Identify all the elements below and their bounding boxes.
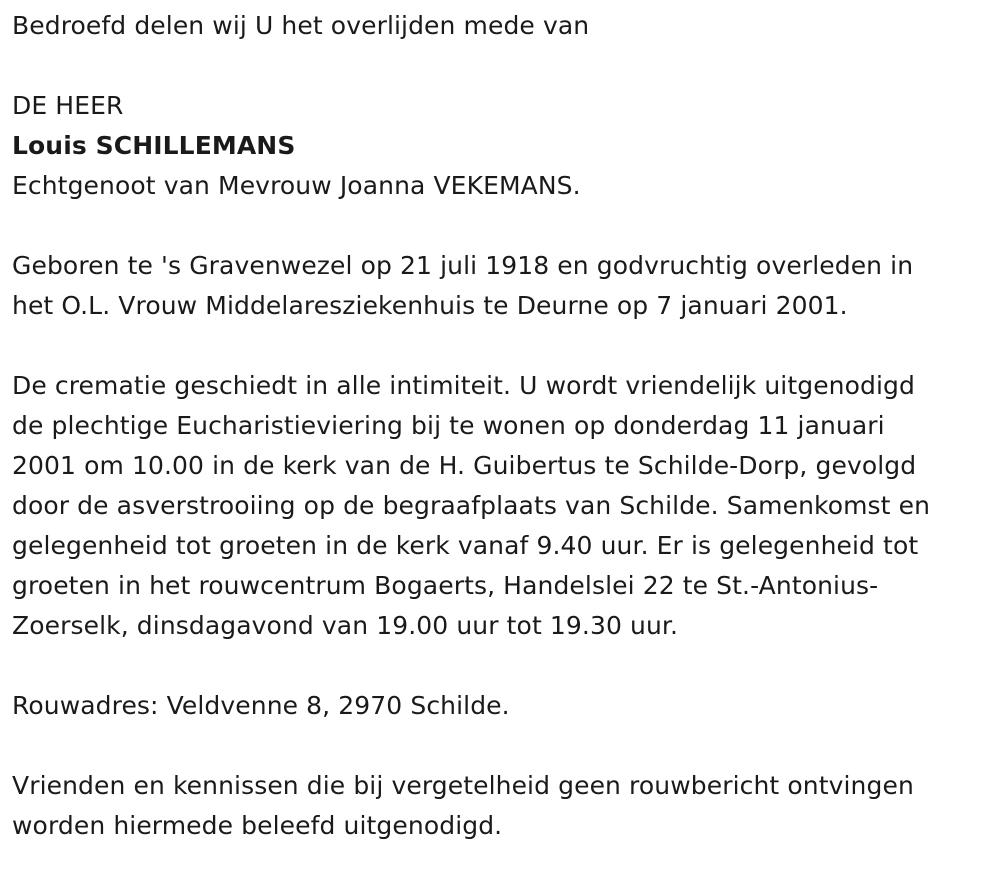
death-notice [12, 6, 987, 846]
paragraph-line: het O.L. Vrouw Middelaresziekenhuis te Deurne op 7 januari 2001. [12, 291, 848, 320]
paragraph-line: De crematie geschiedt in alle intimiteit. U wordt vriendelijk uitgenodigd [12, 371, 915, 400]
paragraph-line: 2001 om 10.00 in de kerk van de H. Guibertus te Schilde-Dorp, gevolgd [12, 451, 917, 480]
closing-paragraph [12, 766, 987, 846]
intro-text: Bedroefd delen wij U het overlijden mede van [12, 11, 590, 40]
paragraph-line: de plechtige Eucharistieviering bij te wonen op donderdag 11 januari [12, 411, 885, 440]
paragraph-line: Geboren te 's Gravenwezel op 21 juli 1918 en godvruchtig overleden in [12, 251, 914, 280]
paragraph-line: Zoerselk, dinsdagavond van 19.00 uur tot 19.30 uur. [12, 611, 679, 640]
mourning-address: Rouwadres: Veldvenne 8, 2970 Schilde. [12, 691, 510, 720]
paragraph-line: door de asverstrooiing op de begraafplaats van Schilde. Samenkomst en [12, 491, 931, 520]
spouse-line: Echtgenoot van Mevrouw Joanna VEKEMANS. [12, 171, 581, 200]
paragraph-line: gelegenheid tot groeten in de kerk vanaf 9.40 uur. Er is gelegenheid tot [12, 531, 919, 560]
deceased-name: Louis SCHILLEMANS [12, 131, 296, 160]
paragraph-line: worden hiermede beleefd uitgenodigd. [12, 811, 503, 840]
birth-death-paragraph [12, 246, 987, 326]
paragraph-line: groeten in het rouwcentrum Bogaerts, Handelslei 22 te St.-Antonius- [12, 571, 879, 600]
paragraph-line: Vrienden en kennissen die bij vergetelheid geen rouwbericht ontvingen [12, 771, 914, 800]
honorific: DE HEER [12, 91, 124, 120]
ceremony-paragraph [12, 366, 987, 646]
